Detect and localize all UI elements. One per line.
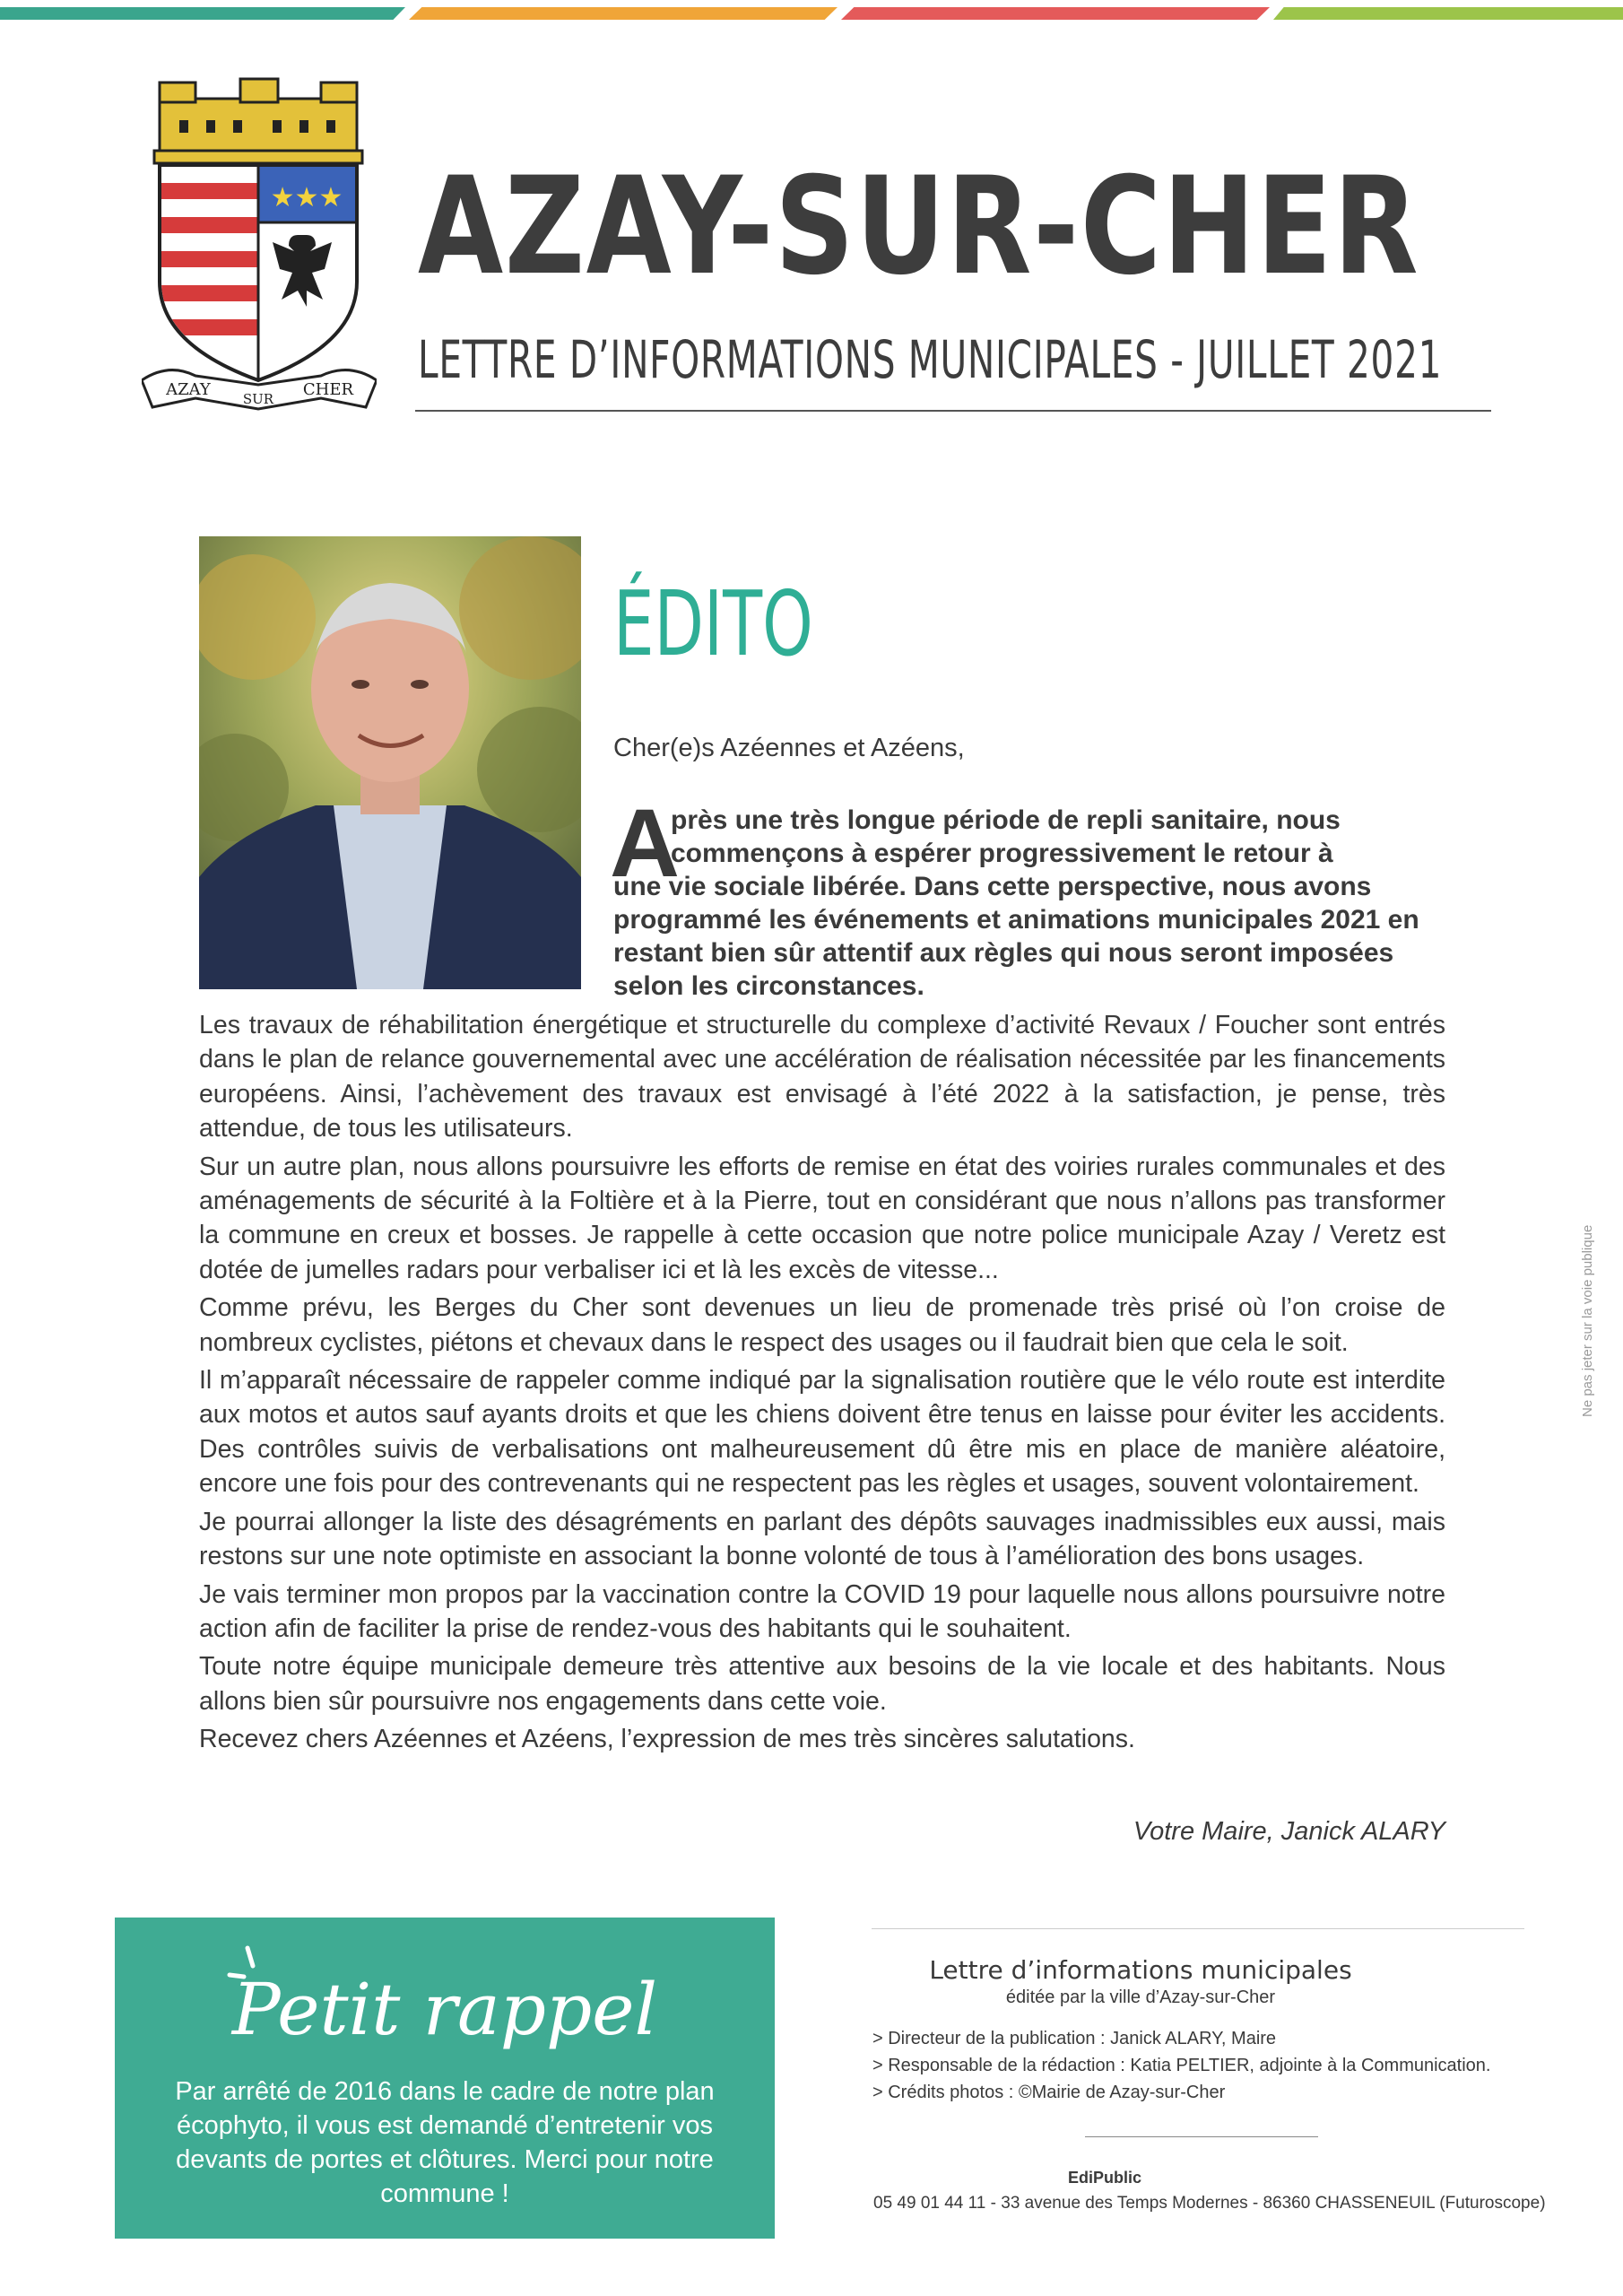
credits-divider-top bbox=[872, 1928, 1524, 1929]
publisher-address: 05 49 01 44 11 - 33 avenue des Temps Modernes - 86360 CHASSENEUIL (Futuroscope) bbox=[873, 2194, 1546, 2213]
credits-item: > Directeur de la publication : Janick ALARY, Maire bbox=[872, 2029, 1277, 2048]
stripe-lightgreen bbox=[1273, 7, 1623, 20]
edito-paragraph: Il m’apparaît nécessaire de rappeler comme indiqué par la signalisation routière que le vélo route est interdite aux motos et autos sauf ayants droits et que les chiens doivent être tenus en laisse pour éviter les accidents. Des contrôles suivis de verbalisations ont malheureusement dû être mis en place de manière aléatoire, encore une fois pour des contrevenants qui ne respectent pas les règles et usages, souvent volontairement. bbox=[199, 1366, 1445, 1499]
edito-lead-line: selon les circonstances. bbox=[613, 971, 924, 1001]
edito-lead-line: une vie sociale libérée. Dans cette perspective, nous avons bbox=[613, 872, 1372, 901]
rappel-title: Petit rappel bbox=[231, 1968, 658, 2051]
edito-drop-cap: A bbox=[610, 788, 680, 897]
edito-body bbox=[199, 1008, 1445, 1761]
edito-signature: Votre Maire, Janick ALARY bbox=[1133, 1817, 1445, 1846]
stripe-green bbox=[0, 7, 405, 20]
credits-list bbox=[872, 2025, 1490, 2106]
edito-lead-line: commençons à espérer progressivement le retour à bbox=[671, 839, 1333, 868]
edito-paragraph: Les travaux de réhabilitation énergétique et structurelle du complexe d’activité Revaux / Foucher sont entrés dans le plan de relance gouvernemental avec une accélération de réalisation nécessitée par les financements européens. Ainsi, l’achèvement des travaux est envisagé à l’été 2022 à la satisfaction, je pense, très attendue, de tous les utilisateurs. bbox=[199, 1011, 1445, 1144]
rappel-text: Par arrêté de 2016 dans le cadre de notre plan écophyto, il vous est demandé d’entretenir vos devants de portes et clôtures. Merci pour notre commune ! bbox=[175, 2077, 715, 2208]
edito-paragraph: Je vais terminer mon propos par la vaccination contre la COVID 19 pour laquelle nous allons poursuivre notre action afin de faciliter la prise de rendez-vous des habitants qui le souhaitent. bbox=[199, 1579, 1445, 1643]
side-note: Ne pas jeter sur la voie publique bbox=[1580, 1224, 1595, 1417]
edito-paragraph: Recevez chers Azéennes et Azéens, l’expression de mes très sincères salutations. bbox=[199, 1725, 1135, 1754]
edito-salutation: Cher(e)s Azéennes et Azéens, bbox=[613, 734, 965, 762]
edito-lead-line: programmé les événements et animations municipales 2021 en bbox=[613, 905, 1419, 935]
mayor-photo bbox=[199, 536, 581, 989]
edito-paragraph: Toute notre équipe municipale demeure très attentive aux besoins de la vie locale et des habitants. Nous allons bien sûr poursuivre nos engagements dans cette voie. bbox=[199, 1652, 1445, 1716]
town-crest-logo bbox=[142, 75, 377, 429]
publisher-name: EdiPublic bbox=[1067, 2169, 1141, 2187]
crest-ribbon-mid: SUR bbox=[242, 391, 274, 407]
edito-paragraph: Je pourrai allonger la liste des désagréments en parlant des dépôts sauvages inadmissibles eux aussi, mais restons sur une note optimiste en associant la bonne volonté de tous à l’amélioration des bons usages. bbox=[199, 1507, 1445, 1571]
edito-paragraph: Sur un autre plan, nous allons poursuivre les efforts de remise en état des voiries rurales communales et des aménagements de sécurité à la Foltière et à la Pierre, tout en considérant que nous n’allons pas transformer la commune en creux et bosses. Je rappelle à cette occasion que notre police municipale Azay / Veretz est dotée de jumelles radars pour verbaliser ici et là les excès de vitesse... bbox=[199, 1152, 1445, 1284]
page-subtitle: LETTRE D’INFORMATIONS MUNICIPALES - JUILLET 2021 bbox=[418, 329, 1443, 390]
credits-subtitle: éditée par la ville d’Azay-sur-Cher bbox=[1005, 1987, 1276, 2007]
crest-ribbon-right: CHER bbox=[302, 380, 354, 399]
credits-item: > Responsable de la rédaction : Katia PELTIER, adjointe à la Communication. bbox=[872, 2056, 1491, 2075]
credits-item: > Crédits photos : ©Mairie de Azay-sur-Cher bbox=[872, 2083, 1226, 2102]
edito-lead-line: près une très longue période de repli sanitaire, nous bbox=[671, 805, 1341, 835]
page-title: AZAY-SUR-CHER bbox=[418, 149, 1420, 305]
stripe-red bbox=[841, 7, 1270, 20]
edito-lead-line: restant bien sûr attentif aux règles qui nous seront imposées bbox=[613, 938, 1394, 968]
rappel-box bbox=[115, 1918, 775, 2239]
edito-paragraph: Comme prévu, les Berges du Cher sont devenues un lieu de promenade très prisé où l’on croise de nombreux cyclistes, piétons et chevaux dans le respect des usages ou il faudrait bien que cela le soit. bbox=[199, 1293, 1445, 1357]
credits-title: Lettre d’informations municipales bbox=[929, 1955, 1352, 1985]
stripe-orange bbox=[409, 7, 838, 20]
header-divider bbox=[415, 410, 1491, 412]
edito-heading: ÉDITO bbox=[613, 571, 813, 676]
credits-divider bbox=[1085, 2136, 1318, 2137]
svg-text:★★★: ★★★ bbox=[270, 182, 343, 213]
crest-ribbon-left: AZAY bbox=[166, 380, 211, 399]
